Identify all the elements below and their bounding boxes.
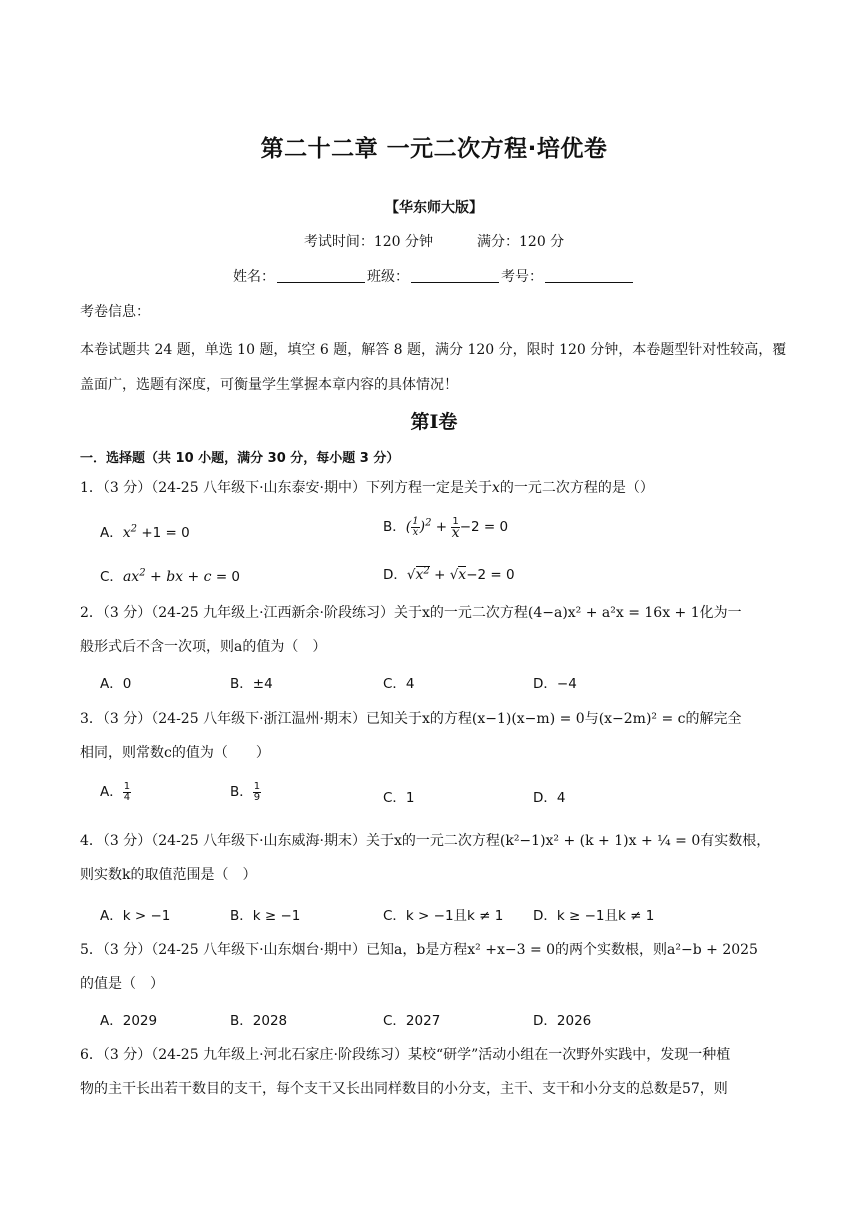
full-score: 满分：120 分	[477, 234, 565, 250]
q3-line1: 3．（3 分）（24-25 八年级下·浙江温州·期末）已知关于x的方程(x−1)(x−m) = 0与(x−2m)² = c的解完全	[80, 711, 742, 727]
q2-option-c[interactable]: C．4	[383, 676, 415, 692]
q1-prefix: 1．（3 分）（24-25 八年级下·山东泰安·期中）下列方程一定是关于	[80, 480, 492, 496]
q4-option-a[interactable]: A．k > −1	[100, 908, 171, 924]
q3-line2: 相同，则常数c的值为（ ）	[80, 745, 270, 761]
id-blank[interactable]	[545, 268, 633, 283]
q6-line1: 6．（3 分）（24-25 九年级上·河北石家庄·阶段练习）某校“研学”活动小组在一次野外实践中，发现一种植	[80, 1047, 731, 1063]
class-blank[interactable]	[411, 268, 499, 283]
q5-option-a[interactable]: A．2029	[100, 1013, 158, 1029]
question-3	[80, 702, 792, 770]
q6-line2: 物的主干长出若干数目的支干，每个支干又长出同样数目的小分支，主干、支干和小分支的总数是57，则	[80, 1081, 728, 1097]
section-heading: 一．选择题（共 10 小题，满分 30 分，每小题 3 分）	[80, 451, 400, 466]
exam-time: 考试时间：120 分钟	[303, 234, 433, 250]
q5-option-b[interactable]: B．2028	[230, 1013, 288, 1029]
student-info-line	[0, 266, 868, 286]
question-6	[80, 1038, 792, 1106]
question-1	[80, 471, 792, 505]
q2-line1: 2．（3 分）（24-25 九年级上·江西新余·阶段练习）关于x的一元二次方程(4−a)x² + a²x = 16x + 1化为一	[80, 605, 742, 621]
q4-option-d[interactable]: D．k ≥ −1且k ≠ 1	[533, 908, 655, 924]
q5-line1: 5．（3 分）（24-25 八年级下·山东烟台·期中）已知a，b是方程x² +x−3 = 0的两个实数根，则a²−b + 2025	[80, 942, 758, 958]
q4-option-c[interactable]: C．k > −1且k ≠ 1	[383, 908, 504, 924]
q3-option-b[interactable]: B． $\frac{1}{9}$	[230, 780, 261, 803]
q3-option-d[interactable]: D．4	[533, 790, 566, 806]
question-4	[80, 824, 792, 892]
question-2	[80, 596, 792, 664]
q3-option-a[interactable]: A． $\frac{1}{4}$	[100, 780, 131, 803]
q1-var: x	[491, 480, 500, 496]
info-description: 本卷试题共 24 题，单选 10 题，填空 6 题，解答 8 题，满分 120 分，限时 120 分钟，本卷题型针对性较高，覆盖面广，选题有深度，可衡量学生掌握本章内容的具体情况！	[80, 342, 787, 393]
q2-option-a[interactable]: A．0	[100, 676, 132, 692]
q2-option-d[interactable]: D．−4	[533, 676, 577, 692]
q1-option-c[interactable]: C．$ax^2$ + bx + c = 0	[100, 567, 241, 585]
info-heading: 考卷信息：	[80, 304, 150, 320]
volume-heading: 第Ⅰ卷	[410, 411, 458, 433]
q1-option-d[interactable]: D．$√x^2 + √x-2 = 0$	[383, 565, 515, 583]
exam-meta	[0, 231, 868, 251]
edition-label: 【华东师大版】	[385, 200, 483, 216]
id-label: 考号：	[501, 269, 543, 285]
class-label: 班级：	[367, 269, 409, 285]
name-label: 姓名：	[233, 269, 275, 285]
q4-line2: 则实数k的取值范围是（ ）	[80, 867, 257, 883]
q5-option-c[interactable]: C．2027	[383, 1013, 441, 1029]
q4-option-b[interactable]: B．k ≥ −1	[230, 908, 301, 924]
q1-option-a[interactable]: A．$x^2 +1 = 0$	[100, 523, 190, 541]
q5-option-d[interactable]: D．2026	[533, 1013, 592, 1029]
name-blank[interactable]	[277, 268, 365, 283]
q3-option-c[interactable]: C．1	[383, 790, 415, 806]
q1-option-b[interactable]: B．( $\frac{1}{x}$ )$^2$ + $\frac{1}{x}$ −2 = 0	[383, 515, 509, 541]
q2-line2: 般形式后不含一次项，则a的值为（ ）	[80, 639, 327, 655]
q1-suffix: 的一元二次方程的是（）	[499, 480, 654, 496]
q2-option-b[interactable]: B．±4	[230, 676, 273, 692]
question-5	[80, 933, 792, 1001]
page-title: 第二十二章 一元二次方程·培优卷	[260, 136, 608, 162]
q4-line1: 4．（3 分）（24-25 八年级下·山东威海·期末）关于x的一元二次方程(k²−1)x² + (k + 1)x + ¼ = 0有实数根，	[80, 833, 771, 849]
q5-line2: 的值是（ ）	[80, 976, 164, 992]
